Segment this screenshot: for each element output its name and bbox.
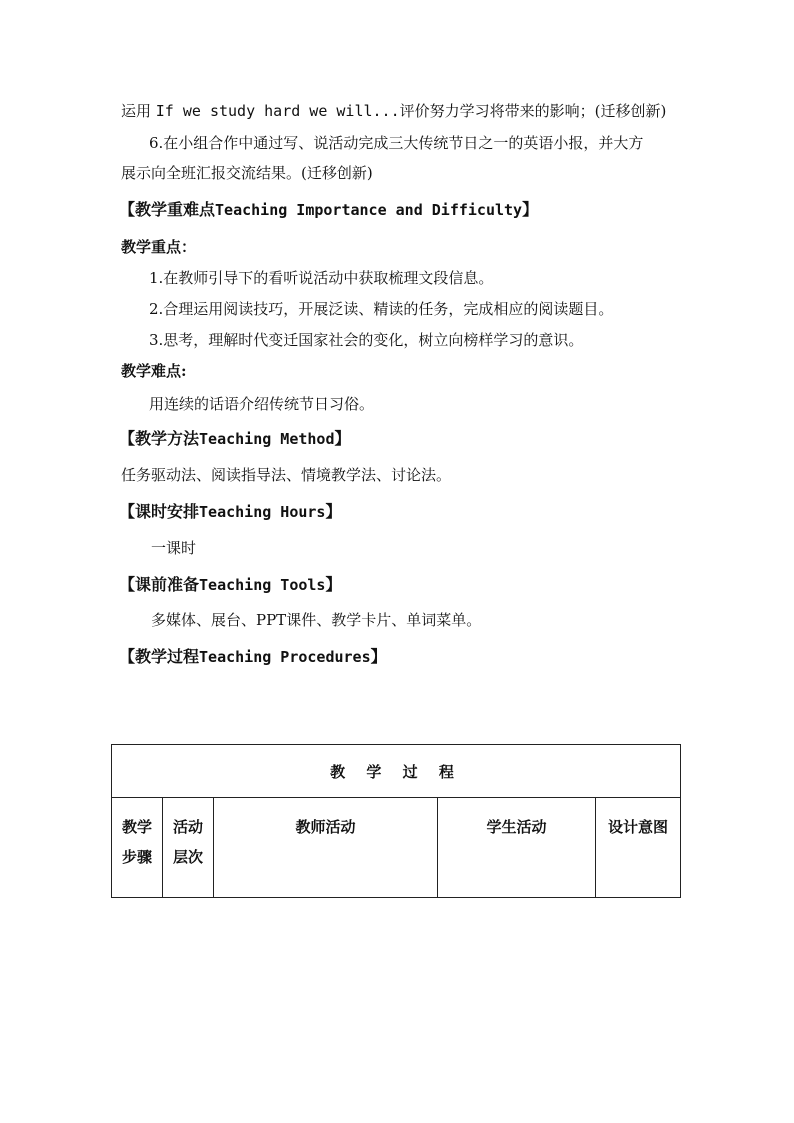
method-text: 任务驱动法、阅读指导法、情境教学法、讨论法。	[121, 466, 452, 484]
difficult-points-label: 教学难点:	[121, 362, 187, 380]
header-teacher-activity: 教师活动	[214, 798, 438, 898]
key-point-item: 2.合理运用阅读技巧，开展泛读、精读的任务，完成相应的阅读题目。	[149, 300, 614, 318]
section-tools-heading: 【课前准备Teaching Tools】	[119, 575, 342, 594]
objective-6-line: 6.在小组合作中通过写、说活动完成三大传统节日之一的英语小报，并大方	[149, 134, 644, 152]
tools-text: 多媒体、展台、PPT课件、教学卡片、单词菜单。	[151, 611, 482, 629]
objective-5-suffix: 评价努力学习将带来的影响；(迁移创新)	[399, 102, 667, 120]
table-title-cell: 教 学 过 程	[112, 745, 681, 798]
hours-text: 一课时	[151, 539, 197, 557]
key-points-label: 教学重点：	[121, 238, 197, 256]
objective-5-line	[121, 101, 666, 121]
header-design-intent: 设计意图	[596, 798, 681, 898]
section-procedures-heading: 【教学过程Teaching Procedures】	[119, 647, 387, 666]
objective-5-sentence-pattern: If we study hard we will...	[155, 102, 400, 120]
header-student-activity: 学生活动	[438, 798, 596, 898]
objective-6-continuation: 展示向全班汇报交流结果。(迁移创新)	[121, 164, 373, 182]
difficult-point-text: 用连续的话语介绍传统节日习俗。	[149, 395, 375, 413]
header-activity-level: 活动 层次	[163, 798, 214, 898]
key-point-item: 3.思考，理解时代变迁国家社会的变化，树立向榜样学习的意识。	[149, 331, 584, 349]
section-method-heading: 【教学方法Teaching Method】	[119, 429, 351, 448]
key-point-item: 1.在教师引导下的看听说活动中获取梳理文段信息。	[149, 269, 494, 287]
section-importance-heading: 【教学重难点Teaching Importance and Difficulty】	[119, 200, 539, 219]
teaching-procedures-table	[111, 744, 681, 898]
objective-5-prefix: 运用	[121, 102, 156, 120]
section-hours-heading: 【课时安排Teaching Hours】	[119, 502, 342, 521]
header-teaching-step: 教学 步骤	[112, 798, 163, 898]
